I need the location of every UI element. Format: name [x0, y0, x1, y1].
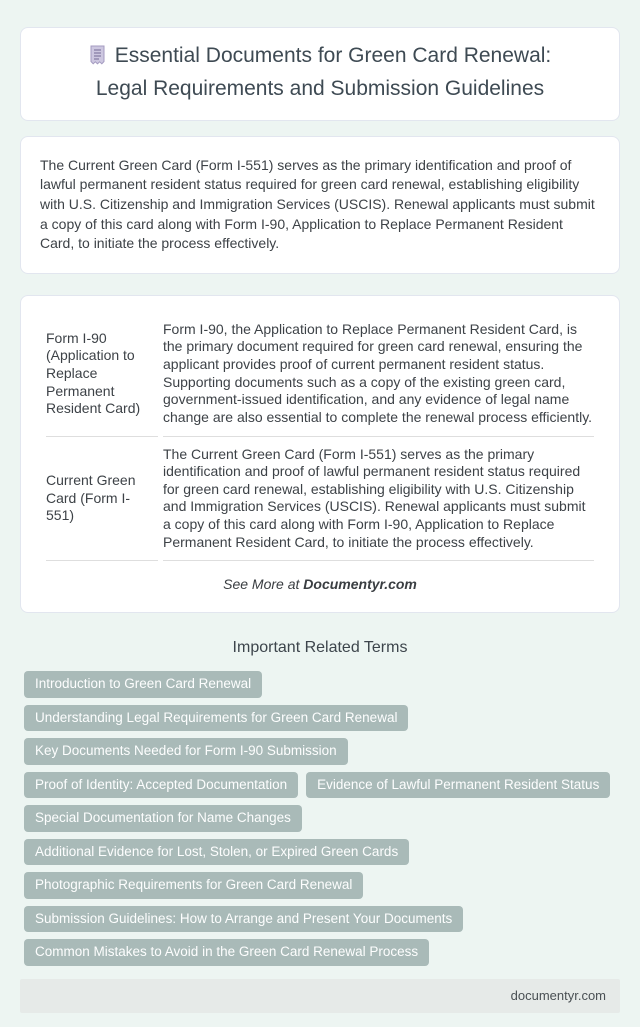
see-more-note	[41, 576, 599, 592]
table-row	[46, 312, 594, 437]
header-card	[20, 27, 620, 121]
see-more-brand: Documentyr.com	[303, 576, 417, 593]
receipt-icon	[89, 44, 106, 74]
document-description: Form I-90, the Application to Replace Permanent Resident Card, is the primary document required for green card renewal, ensuring the applicant provides proof of current permanent resident status. Supporting documents such as a copy of the existing green card, government-issued identification, and any evidence of legal name change are also essential to complete the renewal process efficiently.	[163, 312, 594, 437]
footer-site-label: documentyr.com	[510, 988, 606, 1004]
related-term-tag[interactable]: Additional Evidence for Lost, Stolen, or Expired Green Cards	[24, 839, 409, 866]
document-term: Current Green Card (Form I-551)	[46, 437, 158, 562]
documents-table	[41, 312, 599, 562]
page-title-text: Essential Documents for Green Card Renewal:	[114, 44, 552, 67]
intro-paragraph: The Current Green Card (Form I-551) serves as the primary identification and proof of lawful permanent resident status required for green card renewal, establishing eligibility with U.S. Citizenship and Immigration Services (USCIS). Renewal applicants must submit a copy of this card along with Form I-90, Application to Replace Permanent Resident Card, to initiate the process effectively.	[40, 156, 595, 252]
related-term-tag[interactable]: Proof of Identity: Accepted Documentation	[24, 772, 298, 799]
document-term: Form I-90 (Application to Replace Permanent Resident Card)	[46, 312, 158, 437]
related-terms-heading: Important Related Terms	[232, 639, 408, 657]
table-row	[46, 437, 594, 562]
related-term-tag[interactable]: Introduction to Green Card Renewal	[24, 671, 262, 698]
related-term-tag[interactable]: Evidence of Lawful Permanent Resident Status	[306, 772, 610, 799]
document-description: The Current Green Card (Form I-551) serves as the primary identification and proof of lawful permanent resident status required for green card renewal, establishing eligibility with U.S. Citizenship and Immigration Services (USCIS). Renewal applicants must submit a copy of this card along with Form I-90, Application to Replace Permanent Resident Card, to initiate the process effectively.	[163, 437, 594, 562]
related-term-tag[interactable]: Understanding Legal Requirements for Green Card Renewal	[24, 705, 408, 732]
documents-card	[20, 295, 620, 614]
related-term-tag[interactable]: Special Documentation for Name Changes	[24, 805, 302, 832]
related-term-tag[interactable]: Key Documents Needed for Form I-90 Submission	[24, 738, 348, 765]
page-title-line-2: Legal Requirements and Submission Guidelines	[95, 77, 545, 101]
page-title	[59, 41, 581, 105]
footer-bar	[20, 979, 620, 1013]
see-more-text: See More at	[223, 576, 300, 593]
page-title-line-1	[59, 41, 581, 74]
related-term-tag[interactable]: Submission Guidelines: How to Arrange and Present Your Documents	[24, 906, 463, 933]
related-terms-list	[24, 671, 616, 966]
intro-card	[20, 136, 620, 274]
related-term-tag[interactable]: Common Mistakes to Avoid in the Green Card Renewal Process	[24, 939, 429, 966]
related-term-tag[interactable]: Photographic Requirements for Green Card Renewal	[24, 872, 363, 899]
